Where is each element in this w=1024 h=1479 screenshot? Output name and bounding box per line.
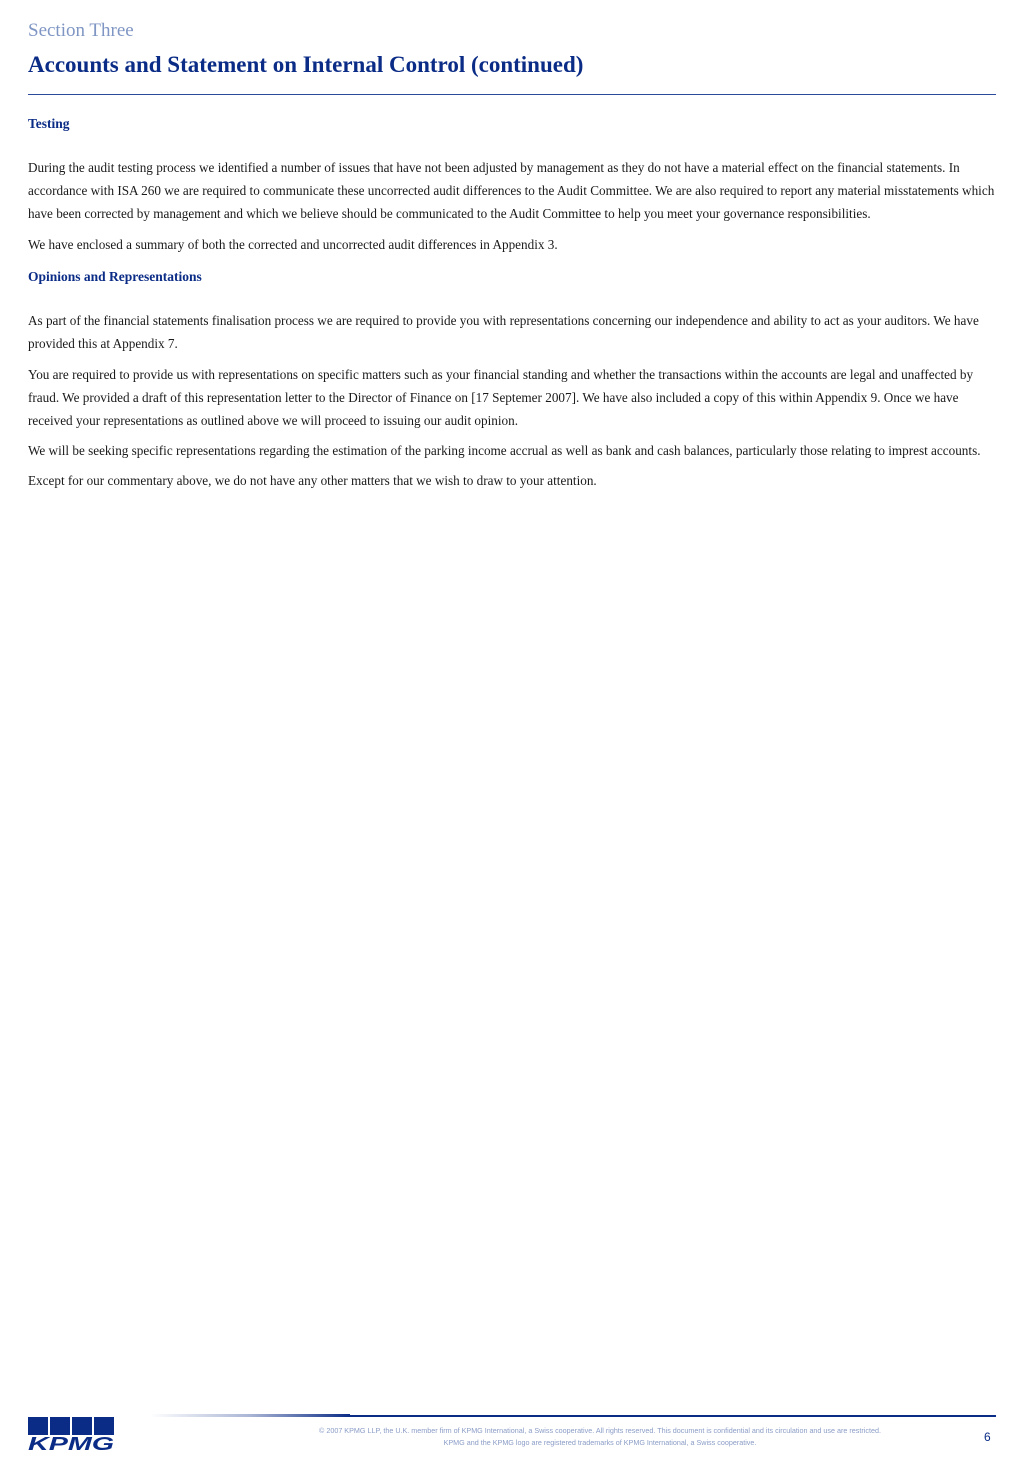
footer-copyright [290, 1425, 910, 1449]
section-label: Section Three [28, 20, 134, 41]
opinions-paragraph-3: We will be seeking specific representations regarding the estimation of the parking income accrual as well as bank and cash balances, particularly those relating to imprest accounts. [28, 443, 981, 458]
kpmg-logo [25, 1417, 117, 1453]
footer-rule [350, 1415, 996, 1417]
page-number: 6 [984, 1430, 991, 1444]
testing-paragraph-1: During the audit testing process we identified a number of issues that have not been adjusted by management as they do not have a material effect on the financial statements. In accordance with ISA 260 we are required to communicate these uncorrected audit differences to the Audit Committee. We are also required to report any material misstatements which have been corrected by management and which we believe should be communicated to the Audit Committee to help you meet your governance responsibilities. [28, 160, 995, 221]
footer-gradient-rule [150, 1414, 350, 1417]
testing-paragraph-2: We have enclosed a summary of both the corrected and uncorrected audit differences in Appendix 3. [28, 237, 558, 252]
title-divider [28, 94, 996, 95]
copyright-line-1: © 2007 KPMG LLP, the U.K. member firm of KPMG International, a Swiss cooperative. All rights reserved. This document is confidential and its circulation and use are restricted. [319, 1426, 881, 1435]
testing-heading: Testing [28, 116, 70, 131]
opinions-paragraph-2: You are required to provide us with representations on specific matters such as your financial standing and whether the transactions within the accounts are legal and unaffected by fraud. We provided a draft of this representation letter to the Director of Finance on [17 Septemer 2007]. We have also included a copy of this within Appendix 9. Once we have received your representations as outlined above we will proceed to issuing our audit opinion. [28, 367, 974, 428]
opinions-heading: Opinions and Representations [28, 269, 202, 284]
opinions-paragraph-1: As part of the financial statements finalisation process we are required to provide you with representations concerning our independence and ability to act as your auditors. We have provided this at Appendix 7. [28, 313, 979, 351]
logo-wordmark: KPMG [28, 1434, 114, 1453]
document-body [28, 112, 996, 492]
page-title: Accounts and Statement on Internal Control (continued) [28, 52, 584, 77]
closing-paragraph: Except for our commentary above, we do not have any other matters that we wish to draw to your attention. [28, 473, 597, 488]
copyright-line-2: KPMG and the KPMG logo are registered trademarks of KPMG International, a Swiss cooperative. [443, 1438, 757, 1447]
